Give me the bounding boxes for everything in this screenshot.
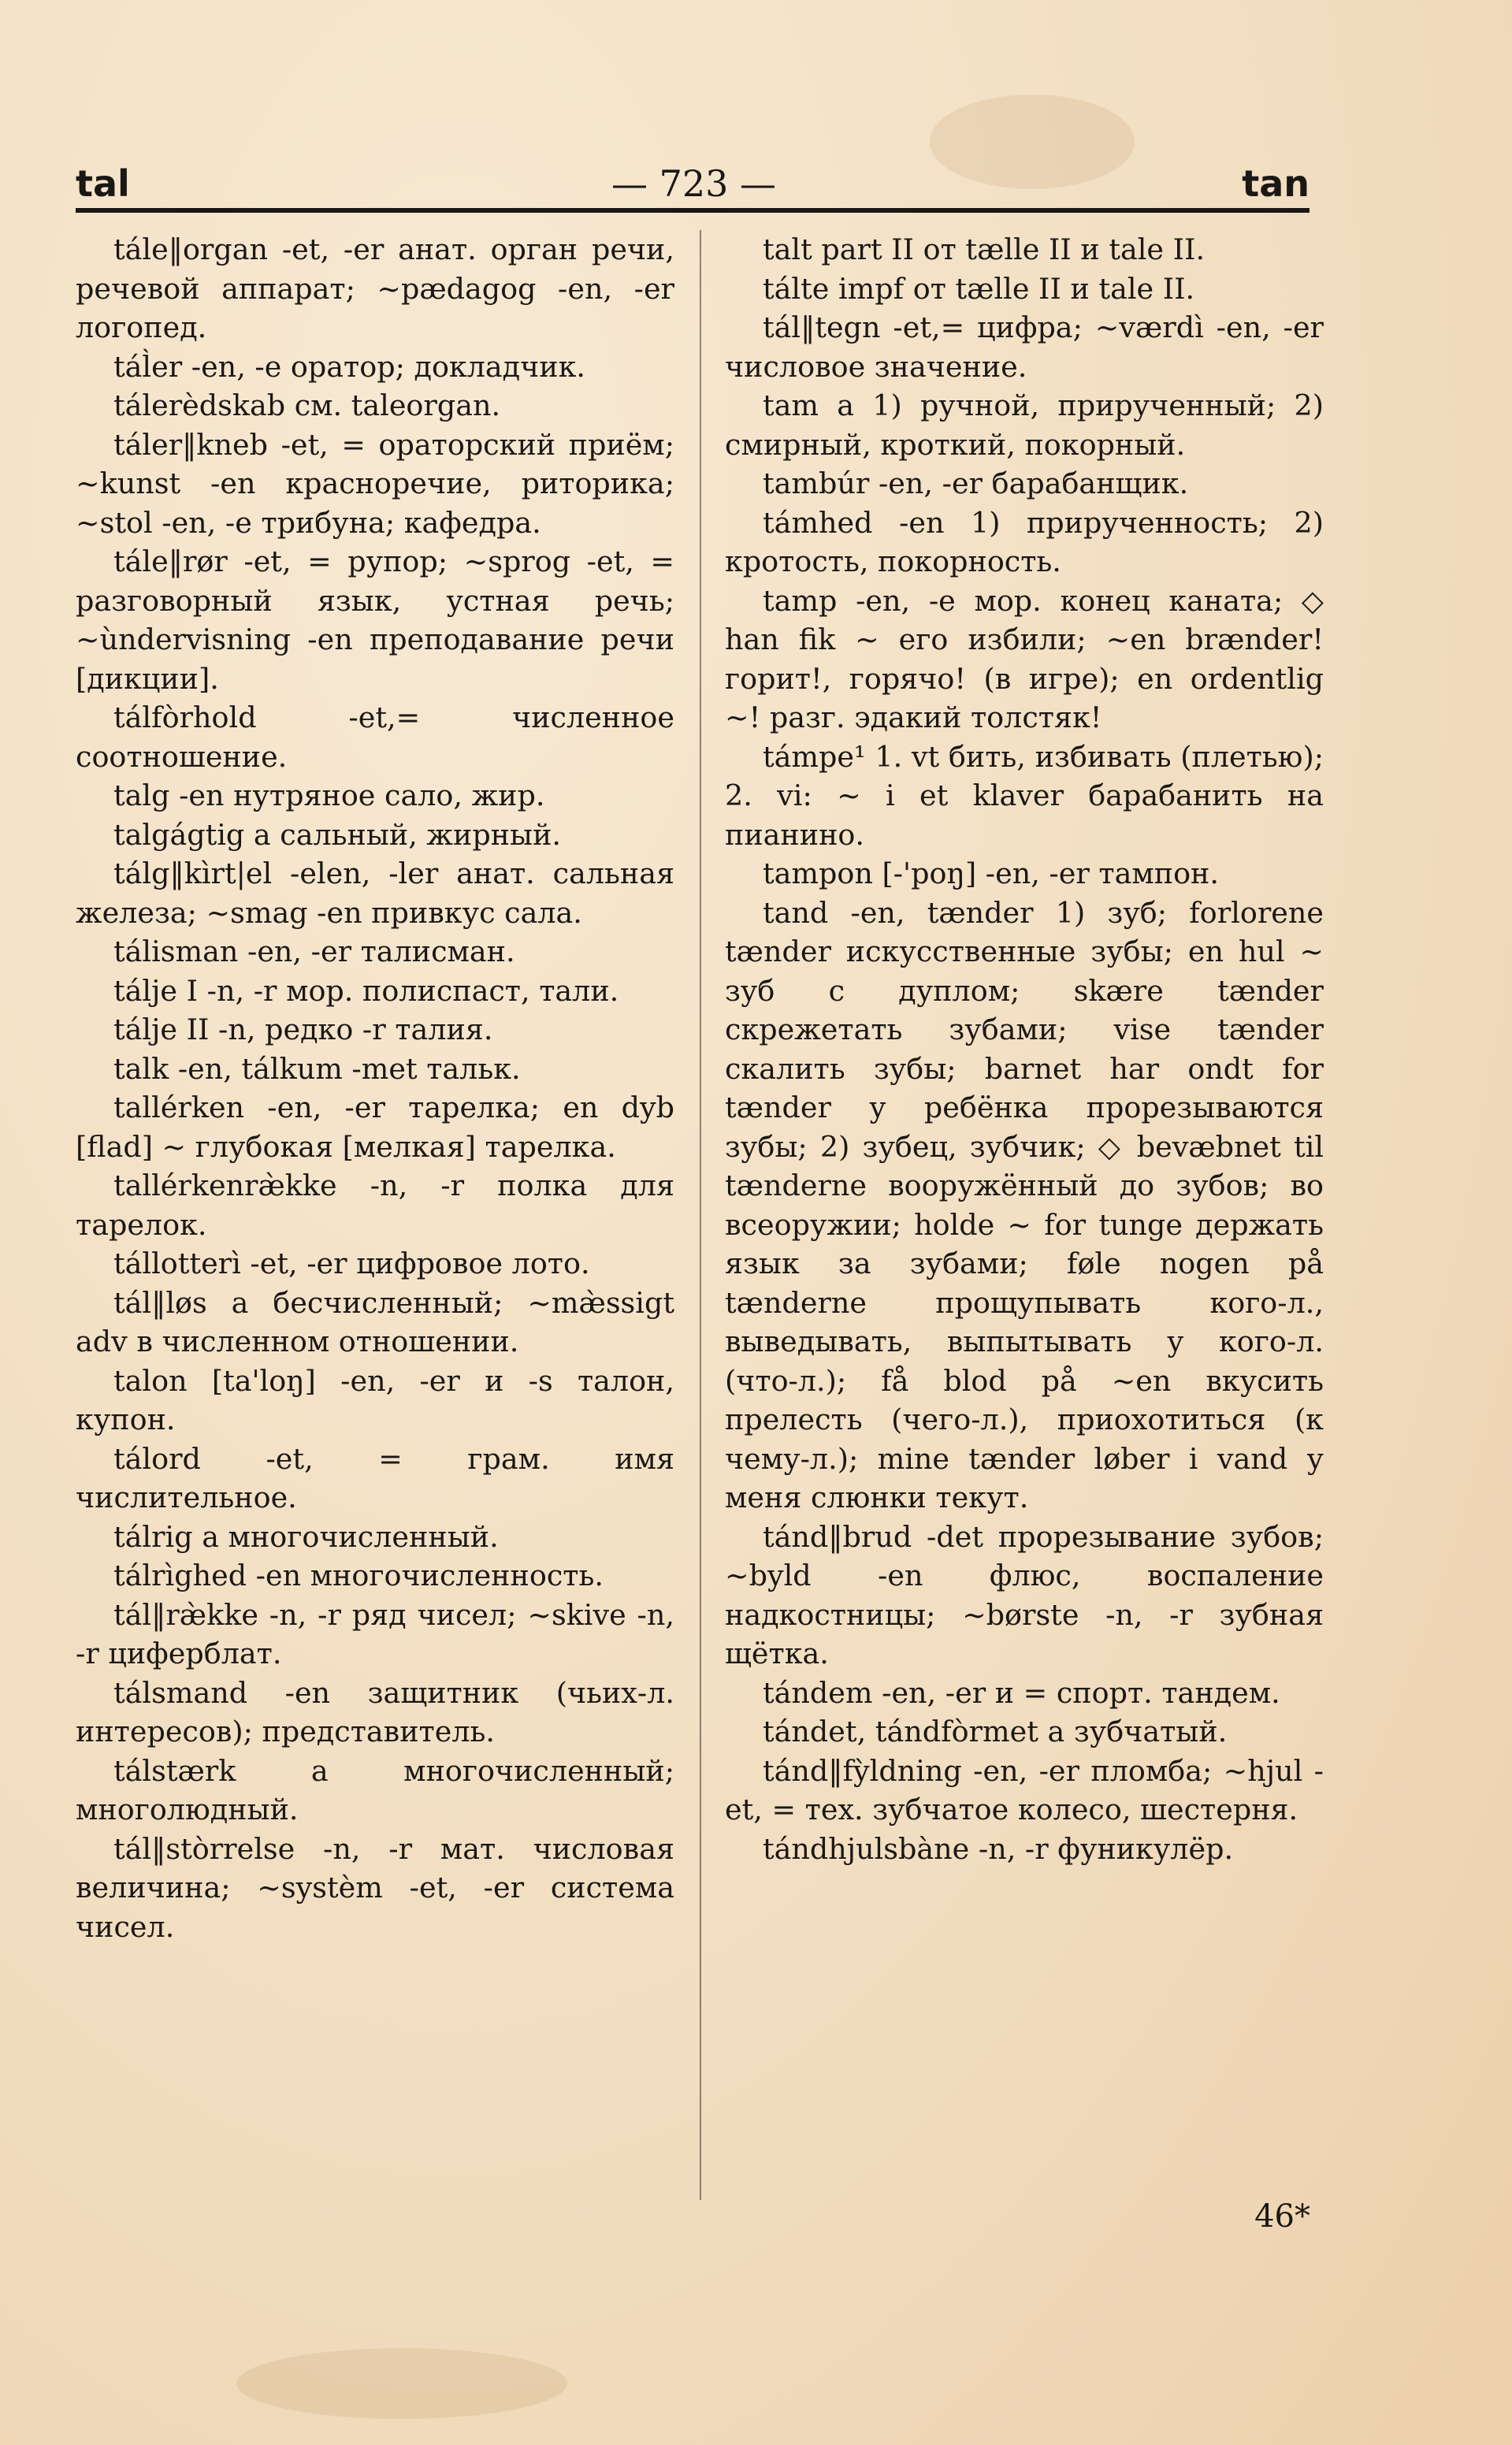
- dictionary-entry: tándet, tándfòrmet a зубчатый.: [763, 1715, 1228, 1748]
- dictionary-entry: tál‖løs a бесчисленный; ~mæ̀ssigt adv в численном отношении.: [76, 1285, 674, 1358]
- dictionary-entry: talk -en, tálkum -met тальк.: [113, 1051, 521, 1086]
- dictionary-entry: tampon [-'poŋ] -en, -er тампон.: [763, 856, 1219, 890]
- dictionary-entry: tálfòrhold -et,= численное соотношение.: [76, 700, 674, 774]
- right-column: [725, 230, 1324, 1868]
- dictionary-entry: tálrig a многочисленный.: [113, 1519, 499, 1554]
- dictionary-entry: tallérkenræ̀kke -n, -r полка для тарелок.: [76, 1169, 674, 1242]
- dictionary-entry: tálg‖kìrt|el -elen, -ler анат. сальная железа; ~smag -en привкус сала.: [76, 856, 674, 930]
- dictionary-entry: tállotterì -et, -er цифровое лото.: [113, 1247, 590, 1280]
- right-guide-word: tan: [1242, 162, 1310, 205]
- dictionary-entry: tál̀er -en, -e оратор; докладчик.: [113, 349, 586, 384]
- column-divider: [700, 230, 701, 2200]
- dictionary-entry: tálerèdskab см. taleorgan.: [113, 388, 501, 422]
- dictionary-entry: tálrìghed -en многочисленность.: [113, 1559, 604, 1592]
- dictionary-entry: tálisman -en, -er талисман.: [113, 935, 515, 968]
- dictionary-entry: tále‖organ -et, -er анат. орган речи, речевой аппарат; ~pædagog -en, -er логопед.: [76, 232, 674, 344]
- dictionary-entry: támhed -en 1) прирученность; 2) кротость, покорность.: [725, 505, 1324, 578]
- dictionary-entry: tallérken -en, -er тарелка; en dyb [flad] ~ глубокая [мелкая] тарелка.: [76, 1091, 674, 1164]
- dictionary-entry: tál‖ræ̀kke -n, -r ряд чисел; ~skive -n, -r циферблат.: [76, 1597, 674, 1670]
- dictionary-entry: tálte impf от tælle II и tale II.: [763, 271, 1195, 306]
- paper-stain: [236, 2348, 567, 2419]
- dictionary-entry: táler‖kneb -et, = ораторский приём; ~kunst -en красноречие, риторика; ~stol -en, -e трибуна; кафедра.: [76, 427, 674, 540]
- left-guide-word: tal: [76, 162, 130, 205]
- dictionary-entry: tand -en, tænder 1) зуб; forlorene tænder искусственные зубы; en hul ~ зуб с дуплом; skære tænder скрежетать зубами; vise tænder скалить зубы; barnet har ondt for tænder у ребёнка прорезываются зубы; 2) зубец, зубчик; ◇ bevæbnet til tænderne вооружённый до зубов; во всеоружии; holde ~ for tunge держать язык за зубами; føle nogen på tænderne прощупывать кого-л., выведывать, выпытывать у кого-л. (что-л.); få blod på ~en вкусить прелесть (чего-л.), приохотиться (к чему-л.); mine tænder løber i vand у меня слюнки текут.: [725, 895, 1324, 1514]
- header-rule: [76, 208, 1310, 213]
- dictionary-entry: tálje II -n, редко -r талия.: [113, 1013, 493, 1046]
- dictionary-entry: tam a 1) ручной, прирученный; 2) смирный, кроткий, покорный.: [725, 388, 1324, 462]
- dictionary-entry: tambúr -en, -er барабанщик.: [763, 466, 1189, 500]
- dictionary-entry: támpe¹ 1. vt бить, избивать (плетью); 2. vi: ~ i et klaver барабанить на пианино.: [725, 739, 1324, 852]
- dictionary-entry: tálsmand -en защитник (чьих-л. интересов); представитель.: [76, 1675, 674, 1748]
- left-column: [76, 230, 674, 1946]
- dictionary-entry: tál‖stòrrelse -n, -r мат. числовая величина; ~systèm -et, -er система чисел.: [76, 1831, 674, 1944]
- dictionary-entry: tándem -en, -er и = спорт. тандем.: [763, 1675, 1280, 1710]
- dictionary-entry: tándhjulsbàne -n, -r фуникулёр.: [763, 1831, 1234, 1866]
- dictionary-entry: tál‖tegn -et,= цифра; ~værdì -en, -er числовое значение.: [725, 310, 1324, 384]
- dictionary-entry: tále‖rør -et, = рупор; ~sprog -et, = разговорный язык, устная речь; ~ùndervisning -en преподавание речи [дикции].: [76, 544, 674, 696]
- dictionary-entry: talt part II от tælle II и tale II.: [763, 232, 1206, 266]
- dictionary-entry: tánd‖fỳldning -en, -er пломба; ~hjul -et, = тех. зубчатое колесо, шестерня.: [725, 1753, 1324, 1826]
- dictionary-entry: talg -en нутряное сало, жир.: [113, 778, 545, 812]
- dictionary-entry: tamp -en, -e мор. конец каната; ◇ han fik ~ его избили; ~en brænder! горит!, горячо! (в игре); en ordentlig ~! разг. эдакий толстяк!: [725, 583, 1324, 734]
- dictionary-entry: tálord -et, = грам. имя числительное.: [76, 1441, 674, 1514]
- dictionary-entry: tálstærk a многочисленный; многолюдный.: [76, 1753, 674, 1826]
- dictionary-entry: tánd‖brud -det прорезывание зубов; ~byld -en флюс, воспаление надкостницы; ~børste -n, -r зубная щётка.: [725, 1519, 1324, 1670]
- signature-mark: 46*: [1254, 2198, 1310, 2235]
- dictionary-entry: tálje I -n, -r мор. полиспаст, тали.: [113, 973, 619, 1008]
- page-number: — 723 —: [611, 162, 777, 205]
- dictionary-entry: talon [ta'loŋ] -en, -er и -s талон, купон.: [76, 1363, 674, 1436]
- dictionary-entry: talgágtig a сальный, жирный.: [113, 817, 562, 852]
